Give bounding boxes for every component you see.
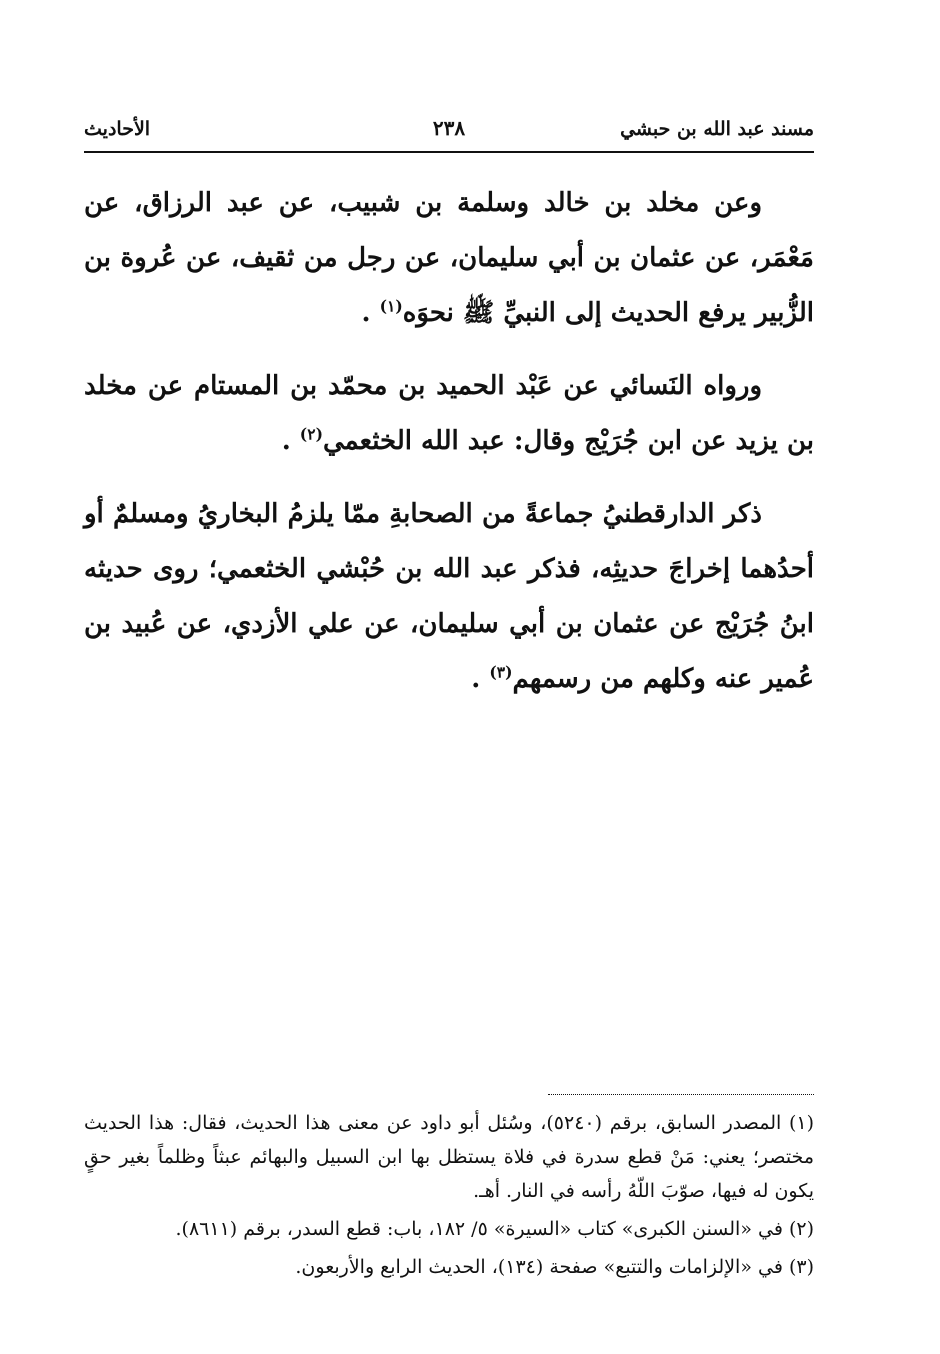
header-section-title: الأحاديث <box>84 118 151 140</box>
header-book-title: مسند عبد الله بن حبشي <box>620 118 814 140</box>
paragraph-2-end: . <box>281 426 300 456</box>
page-number: ٢٣٨ <box>432 116 466 140</box>
paragraph-3-text: ذكر الدارقطنيُ جماعةً من الصحابةِ ممّا يلزمُ البخاريُ ومسلمٌ أو أحدُهما إخراجَ حديثِه، فذكر عبد الله بن حُبْشي الخثعمي؛ روى حديثه ابنُ جُرَيْج عن عثمان بن أبي سليمان، عن علي الأزدي، عن عُبيد بن عُمير عنه وكلهم من رسمهم <box>84 499 814 694</box>
footnote-ref-1: (١) <box>379 296 403 316</box>
footnote-1: (١) المصدر السابق، برقم (٥٢٤٠)، وسُئل أبو داود عن معنى هذا الحديث، فقال: هذا الحديث مختصر؛ يعني: مَنْ قطع سدرة في فلاة يستظل بها ابن السبيل والبهائم عبثاً وظلماً بغير حقٍ يكون له فيها، صوّبَ اللّهُ رأسه في النار. أهـ. <box>84 1112 814 1202</box>
paragraph-3-end: . <box>471 664 490 694</box>
footnote-2: (٢) في «السنن الكبرى» كتاب «السيرة» ٥/ ١٨٢، باب: قطع السدر، برقم (٨٦١١). <box>175 1218 814 1240</box>
running-header <box>84 112 814 152</box>
paragraph-1-end: . <box>361 298 380 328</box>
paragraph-2 <box>84 359 814 469</box>
footnote-3: (٣) في «الإلزامات والتتبع» صفحة (١٣٤)، الحديث الرابع والأربعون. <box>295 1256 814 1278</box>
footnote-divider <box>548 1094 814 1095</box>
header-divider <box>84 151 814 153</box>
paragraph-3 <box>84 487 814 707</box>
footnotes <box>84 1106 814 1288</box>
footnote-ref-3: (٣) <box>489 662 513 682</box>
paragraph-1-text: وعن مخلد بن خالد وسلمة بن شبيب، عن عبد الرزاق، عن مَعْمَر، عن عثمان بن أبي سليمان، عن رجل من ثقيف، عن عُروة بن الزُّبير يرفع الحديث إلى النبيِّ ﷺ نحوَه <box>84 188 814 328</box>
main-text <box>84 176 814 725</box>
paragraph-2-text: ورواه النَسائي عن عَبْد الحميد بن محمّد بن المستام عن مخلد بن يزيد عن ابن جُرَيْج وقال: عبد الله الخثعمي <box>84 371 814 456</box>
footnote-ref-2: (٢) <box>299 424 323 444</box>
paragraph-1 <box>84 176 814 341</box>
